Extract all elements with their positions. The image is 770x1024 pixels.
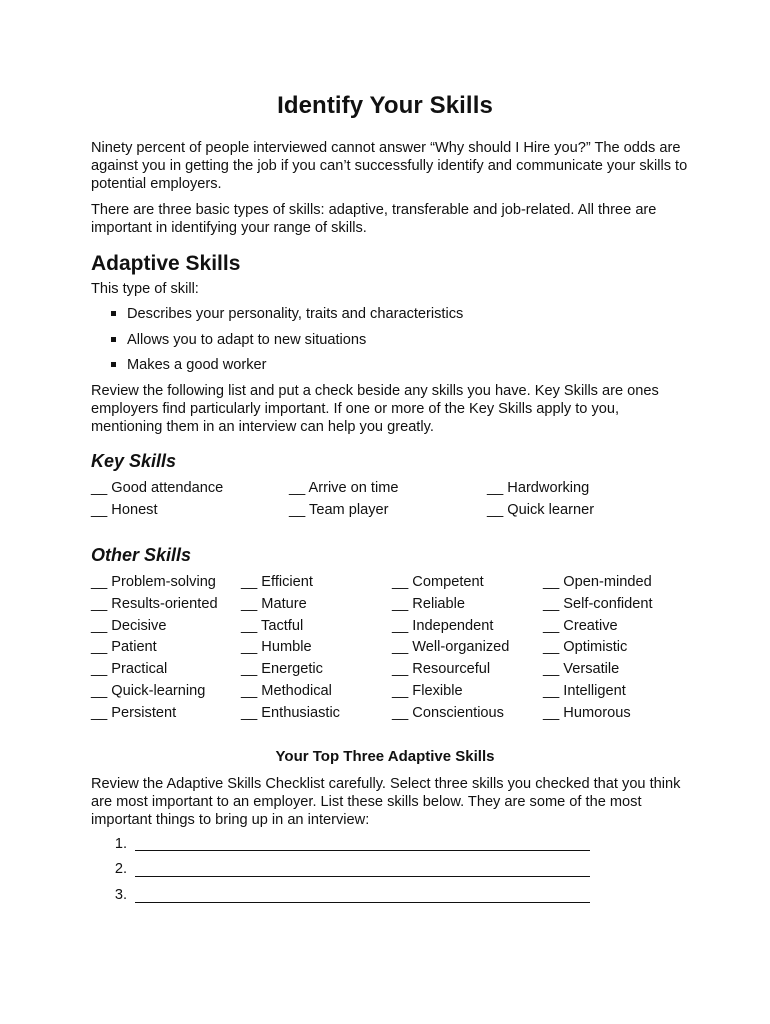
adaptive-skills-heading: Adaptive Skills: [91, 252, 241, 275]
other-skill-energetic[interactable]: __ Energetic: [241, 661, 323, 677]
other-skill-methodical[interactable]: __ Methodical: [241, 683, 332, 699]
other-skill-tactful[interactable]: __ Tactful: [241, 618, 304, 634]
other-skill-humorous[interactable]: __ Humorous: [543, 705, 631, 721]
answer-line-3[interactable]: [135, 902, 590, 903]
other-skill-mature[interactable]: __ Mature: [241, 596, 307, 612]
bullet-icon: [111, 362, 116, 367]
adaptive-lead: This type of skill:: [91, 281, 199, 297]
other-skill-optimistic[interactable]: __ Optimistic: [543, 639, 628, 655]
other-skill-humble[interactable]: __ Humble: [241, 639, 312, 655]
key-skill-quick-learner[interactable]: __ Quick learner: [487, 502, 595, 518]
top-three-paragraph: Review the Adaptive Skills Checklist carefully. Select three skills you checked that you think are most important to an employer. List these skills below. They are some of the most important things to bring up in an interview:: [91, 776, 681, 828]
other-skill-conscientious[interactable]: __ Conscientious: [392, 705, 504, 721]
bullet-item: Makes a good worker: [111, 356, 463, 382]
bullet-icon: [111, 311, 116, 316]
other-skill-problem-solving[interactable]: __ Problem-solving: [91, 574, 216, 590]
other-skill-open-minded[interactable]: __ Open-minded: [543, 574, 652, 590]
other-skill-versatile[interactable]: __ Versatile: [543, 661, 620, 677]
bullet-item: Allows you to adapt to new situations: [111, 331, 463, 357]
other-skill-resourceful[interactable]: __ Resourceful: [392, 661, 491, 677]
other-skill-persistent[interactable]: __ Persistent: [91, 705, 177, 721]
key-skills-heading: Key Skills: [91, 451, 177, 471]
key-skill-arrive-on-time[interactable]: __ Arrive on time: [289, 480, 399, 496]
other-skill-competent[interactable]: __ Competent: [392, 574, 484, 590]
adaptive-bullet-list: [111, 305, 463, 382]
answer-line-1[interactable]: [135, 850, 590, 851]
answer-line-label: 2.: [114, 861, 127, 877]
key-skill-good-attendance[interactable]: __ Good attendance: [91, 480, 224, 496]
key-skill-hardworking[interactable]: __ Hardworking: [487, 480, 590, 496]
answer-line-2[interactable]: [135, 876, 590, 877]
other-skill-well-organized[interactable]: __ Well-organized: [392, 639, 510, 655]
other-skill-flexible[interactable]: __ Flexible: [392, 683, 463, 699]
other-skill-efficient[interactable]: __ Efficient: [241, 574, 313, 590]
other-skills-heading: Other Skills: [91, 545, 192, 565]
other-skill-results-oriented[interactable]: __ Results-oriented: [91, 596, 218, 612]
other-skill-independent[interactable]: __ Independent: [392, 618, 494, 634]
bullet-item: Describes your personality, traits and characteristics: [111, 305, 463, 331]
other-skill-reliable[interactable]: __ Reliable: [392, 596, 466, 612]
key-skill-honest[interactable]: __ Honest: [91, 502, 158, 518]
answer-line-label: 1.: [114, 836, 127, 852]
answer-line-label: 3.: [114, 887, 127, 903]
other-skill-intelligent[interactable]: __ Intelligent: [543, 683, 626, 699]
other-skill-practical[interactable]: __ Practical: [91, 661, 168, 677]
adaptive-review-paragraph: Review the following list and put a check beside any skills you have. Key Skills are ones employers find particularly important. If one or more of the Key Skills apply to you, mentioning them in an interview can help you greatly.: [91, 383, 659, 435]
other-skill-patient[interactable]: __ Patient: [91, 639, 157, 655]
other-skill-enthusiastic[interactable]: __ Enthusiastic: [241, 705, 340, 721]
other-skill-self-confident[interactable]: __ Self-confident: [543, 596, 653, 612]
other-skill-creative[interactable]: __ Creative: [543, 618, 618, 634]
top-three-heading: Your Top Three Adaptive Skills: [275, 748, 495, 765]
other-skill-decisive[interactable]: __ Decisive: [91, 618, 167, 634]
bullet-icon: [111, 337, 116, 342]
page-title: Identify Your Skills: [277, 92, 493, 119]
key-skill-team-player[interactable]: __ Team player: [289, 502, 389, 518]
intro-paragraph-1: Ninety percent of people interviewed cannot answer “Why should I Hire you?” The odds are against you in getting the job if you can’t successfully identify and communicate your skills to potential employers.: [91, 140, 688, 192]
intro-paragraph-2: There are three basic types of skills: adaptive, transferable and job-related. All three are important in identifying your range of skills.: [91, 202, 657, 236]
other-skill-quick-learning[interactable]: __ Quick-learning: [91, 683, 206, 699]
